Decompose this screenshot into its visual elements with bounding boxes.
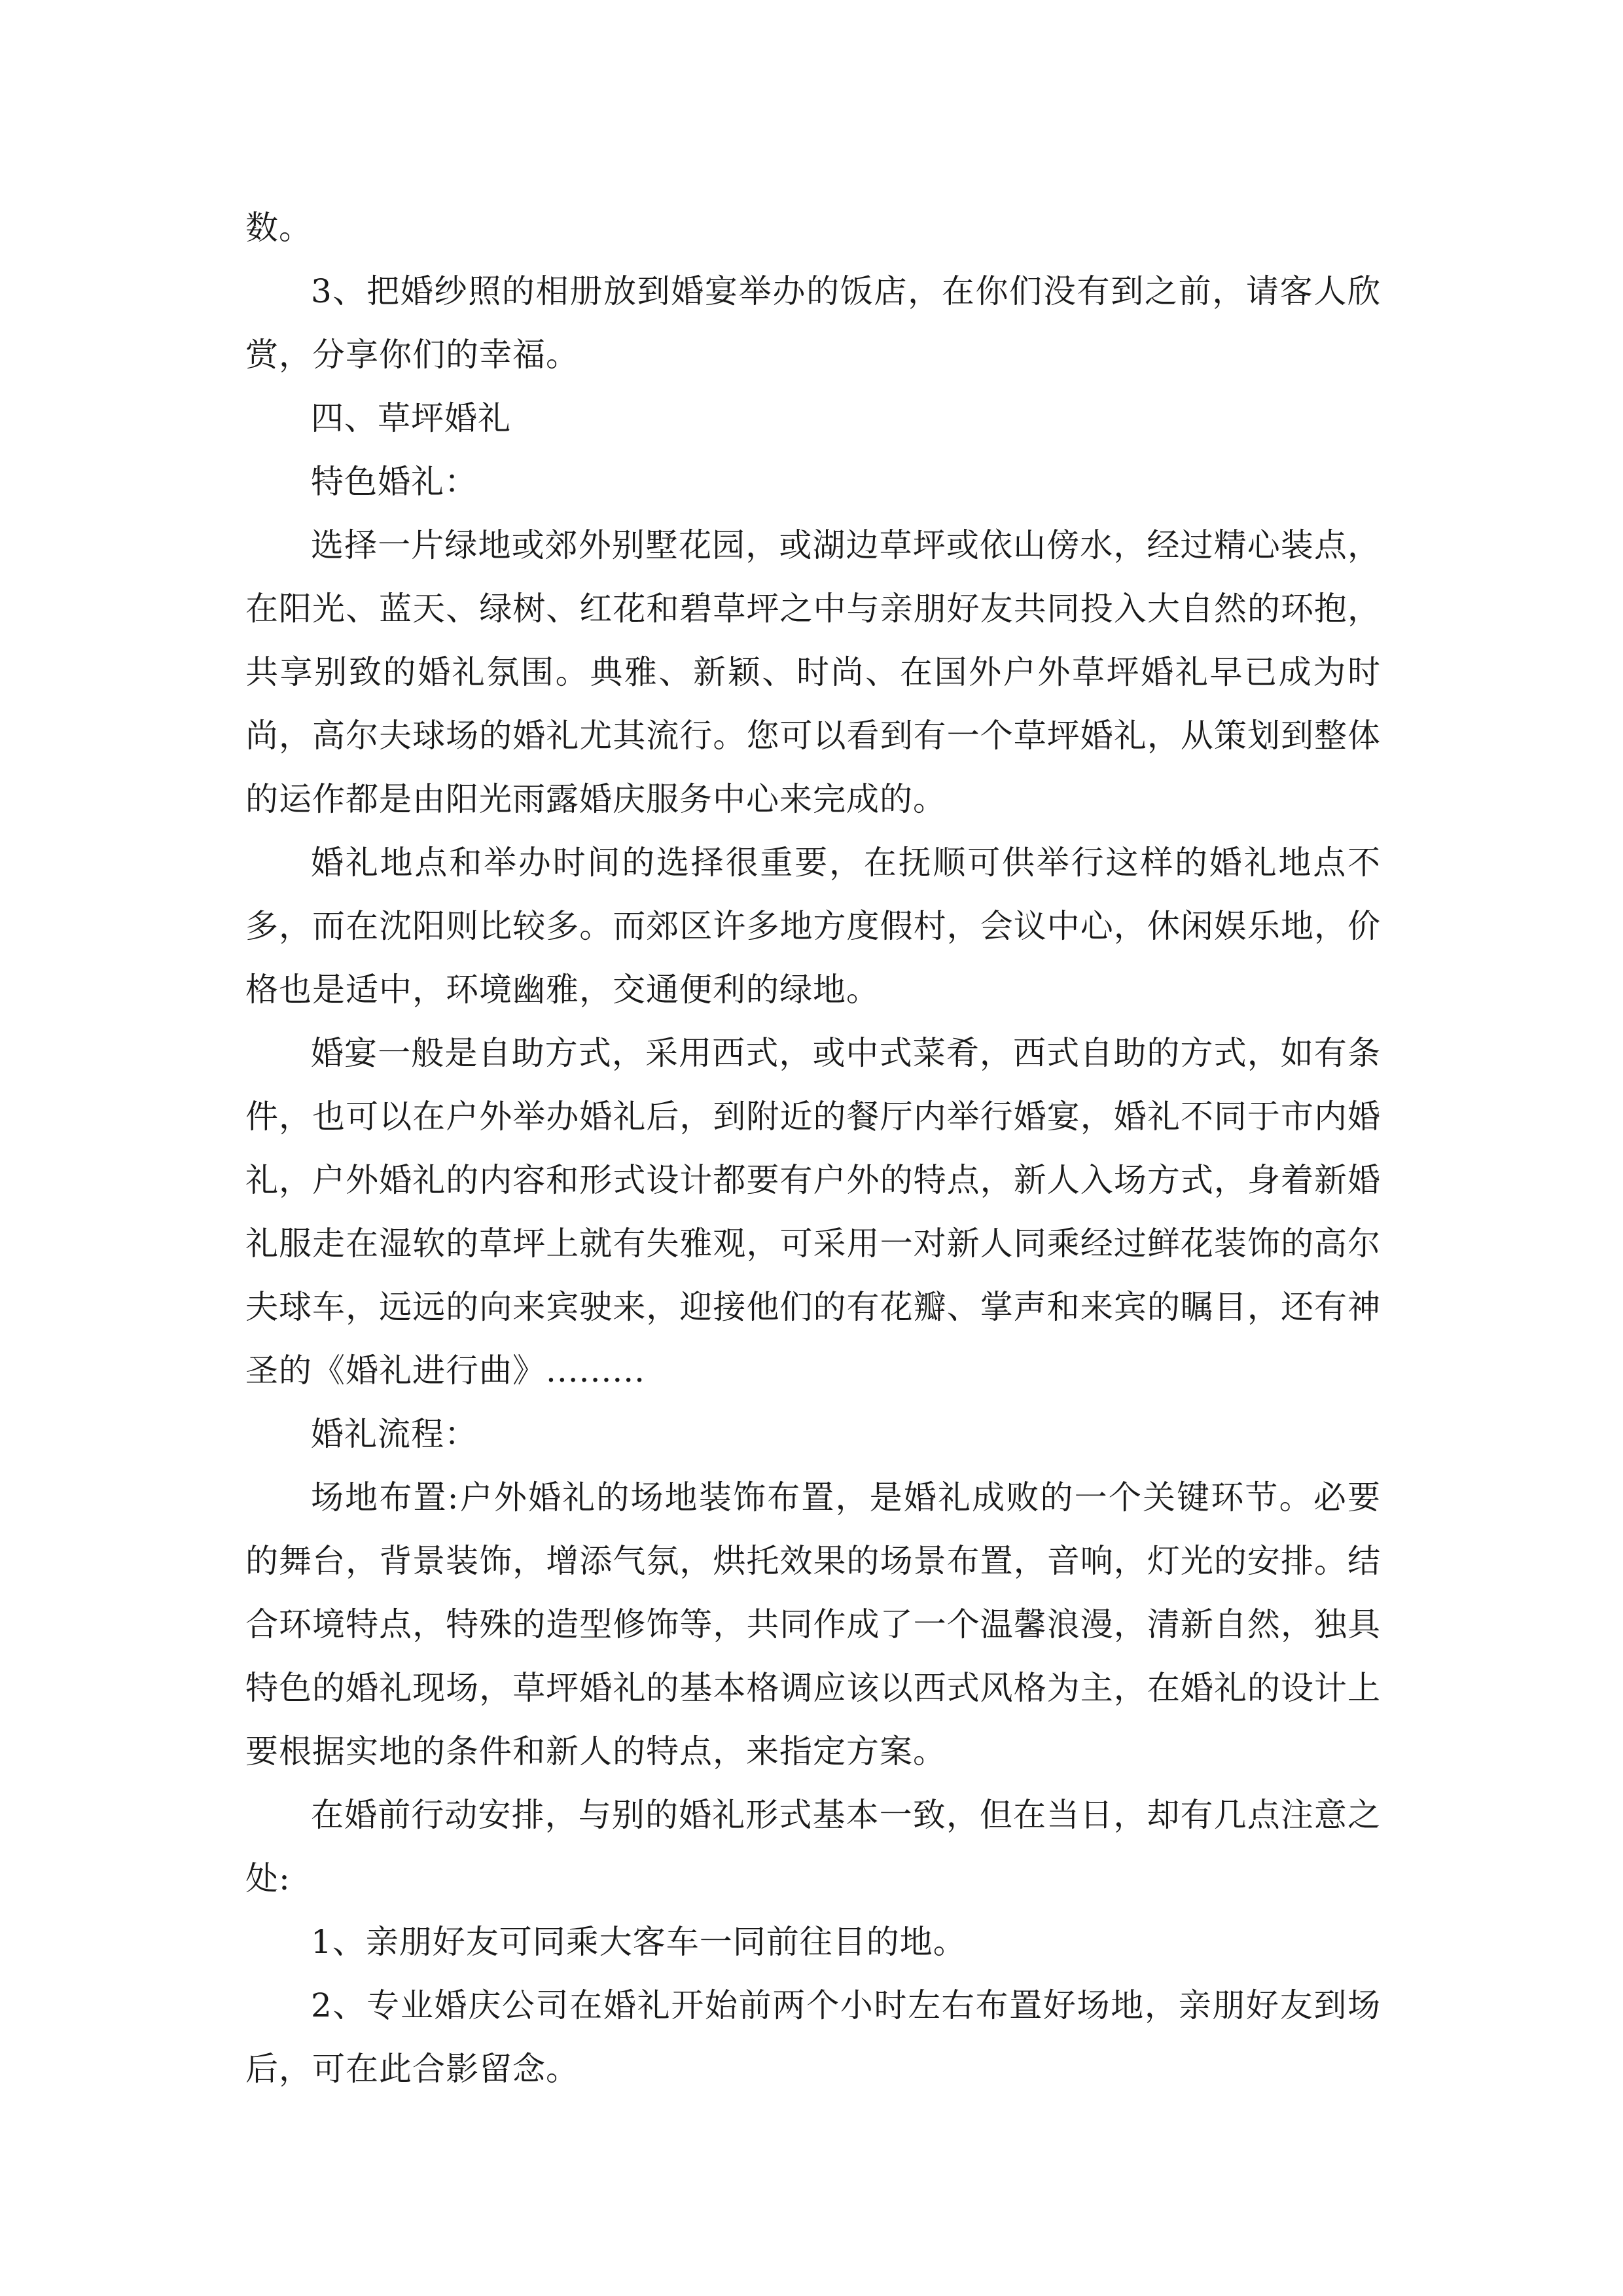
section-heading-lawn-wedding: 四、草坪婚礼 [311, 399, 511, 437]
paragraph-lawn-description: 选择一片绿地或郊外别墅花园，或湖边草坪或依山傍水，经过精心装点，在阳光、蓝天、绿树、红花和碧草坪之中与亲朋好友共同投入大自然的环抱，共享别致的婚礼氛围。典雅、新颖、时尚、在国外户外草坪婚礼早已成为时尚，高尔夫球场的婚礼尤其流行。您可以看到有一个草坪婚礼，从策划到整体的运作都是由阳光雨露婚庆服务中心来完成的。 [245, 526, 1381, 818]
paragraph-item-3: 3、把婚纱照的相册放到婚宴举办的饭店，在你们没有到之前，请客人欣赏，分享你们的幸福。 [245, 272, 1381, 374]
paragraph-day-arrangements: 在婚前行动安排，与别的婚礼形式基本一致，但在当日，却有几点注意之处: [245, 1796, 1381, 1897]
paragraph-venue-selection: 婚礼地点和举办时间的选择很重要，在抚顺可供举行这样的婚礼地点不多，而在沈阳则比较多。而郊区许多地方度假村，会议中心，休闲娱乐地，价格也是适中，环境幽雅，交通便利的绿地。 [245, 844, 1381, 1009]
subheading-featured-wedding: 特色婚礼： [311, 463, 478, 501]
paragraph-venue-layout: 场地布置:户外婚礼的场地装饰布置，是婚礼成败的一个关键环节。必要的舞台，背景装饰，增添气氛，烘托效果的场景布置，音响，灯光的安排。结合环境特点，特殊的造型修饰等，共同作成了一个温馨浪漫，清新自然，独具特色的婚礼现场，草坪婚礼的基本格调应该以西式风格为主，在婚礼的设计上要根据实地的条件和新人的特点，来指定方案。 [245, 1479, 1381, 1770]
document-body [245, 196, 1381, 2101]
paragraph-banquet: 婚宴一般是自助方式，采用西式，或中式菜肴，西式自助的方式，如有条件，也可以在户外举办婚礼后，到附近的餐厅内举行婚宴，婚礼不同于市内婚礼，户外婚礼的内容和形式设计都要有户外的特点，新人入场方式，身着新婚礼服走在湿软的草坪上就有失雅观，可采用一对新人同乘经过鲜花装饰的高尔夫球车，远远的向来宾驶来，迎接他们的有花瓣、掌声和来宾的瞩目，还有神圣的《婚礼进行曲》......... [245, 1034, 1381, 1390]
paragraph-continuation: 数。 [245, 209, 312, 247]
list-item-2: 2、专业婚庆公司在婚礼开始前两个小时左右布置好场地，亲朋好友到场后，可在此合影留念。 [245, 1986, 1381, 2088]
list-item-1: 1、亲朋好友可同乘大客车一同前往目的地。 [311, 1923, 967, 1961]
subheading-wedding-process: 婚礼流程： [311, 1415, 478, 1453]
